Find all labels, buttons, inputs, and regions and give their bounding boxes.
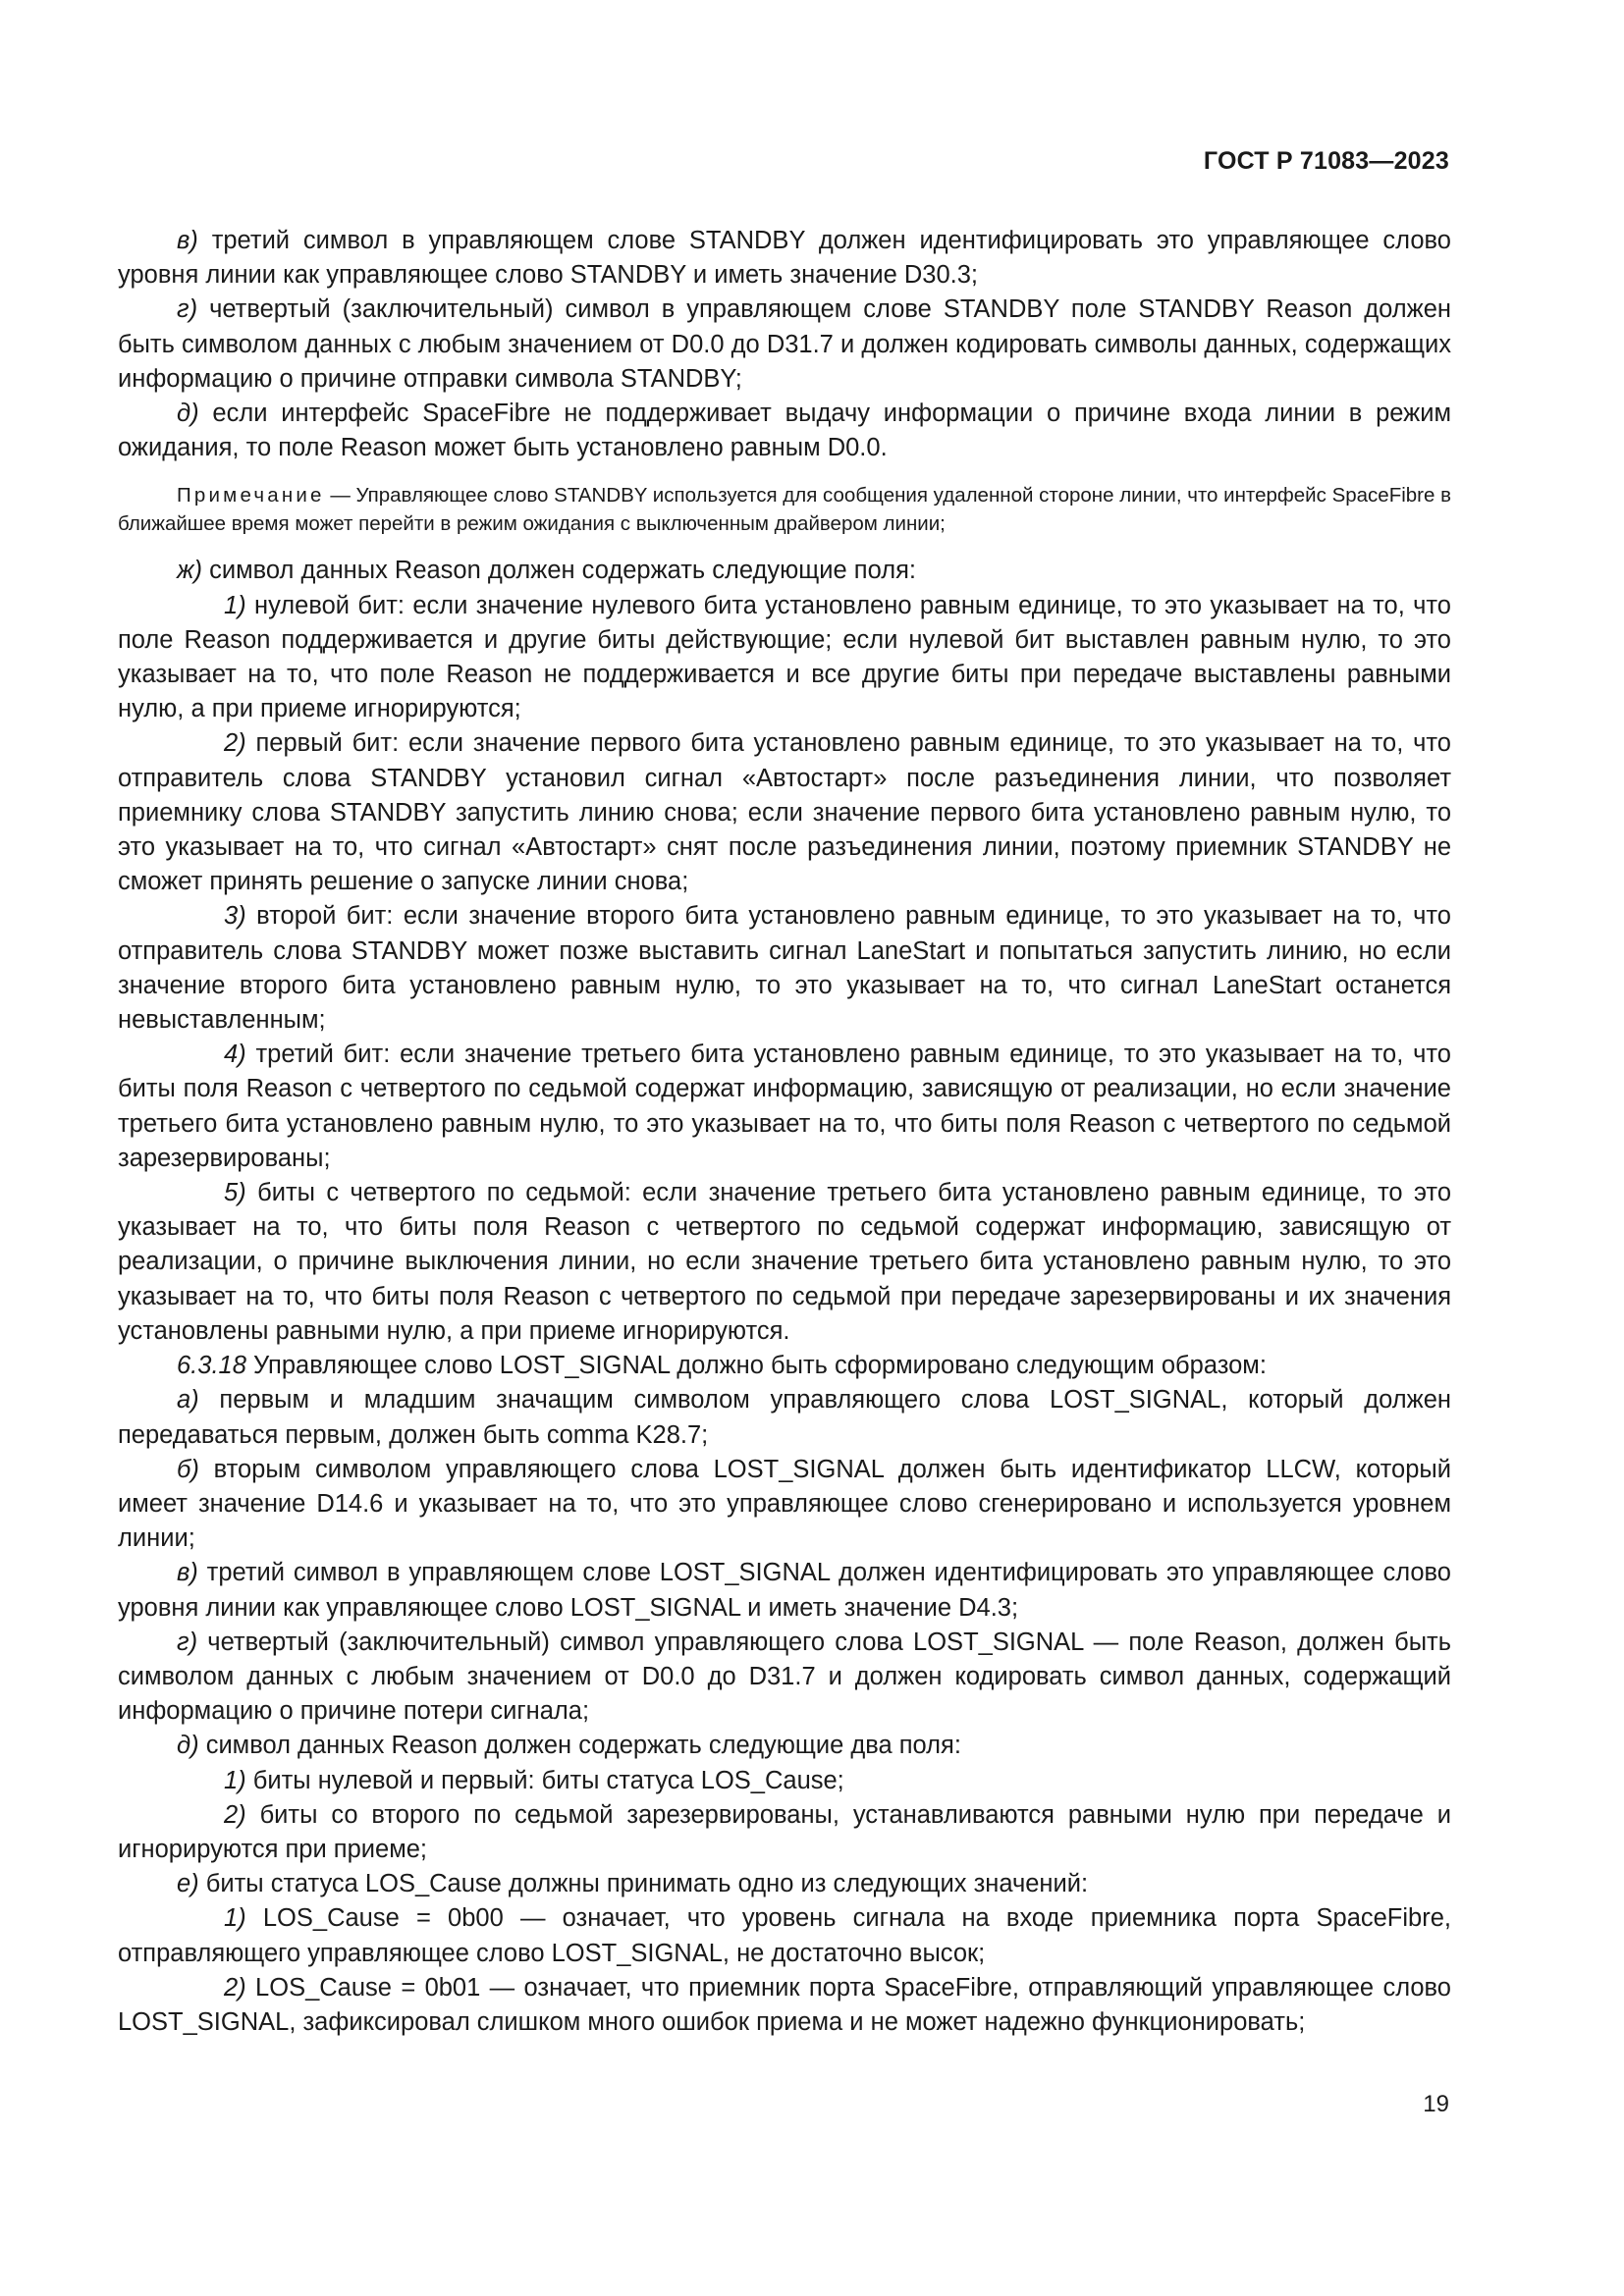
list-marker: 6.3.18	[177, 1352, 246, 1380]
paragraph-text: символ данных Reason должен содержать следующие поля:	[209, 557, 916, 585]
paragraph-text: нулевой бит: если значение нулевого бита установлено равным единице, то это указывает на то, что поле Reason поддерживается и другие биты действующие; если нулевой бит выставлен равным нулю, то это указывает на то, что поле Reason не поддерживается и все другие биты при передаче выставлены равными нулю, а при приеме игнорируются;	[118, 591, 1451, 723]
list-marker: 2)	[224, 1973, 246, 2002]
paragraph-text: четвертый (заключительный) символ в управляющем слове STANDBY поле STANDBY Reason должен быть символом данных с любым значением от D0.0 до D31.7 и должен кодировать символы данных, содержащих информацию о причине отправки символа STANDBY;	[118, 295, 1451, 393]
list-item	[118, 1038, 1451, 1176]
paragraph-text: символ данных Reason должен содержать следующие два поля:	[205, 1732, 961, 1760]
list-item	[118, 1453, 1451, 1557]
list-marker: г)	[177, 295, 198, 324]
list-item	[118, 899, 1451, 1038]
paragraph-text: биты статуса LOS_Cause должны принимать одно из следующих значений:	[205, 1870, 1089, 1898]
list-item	[118, 726, 1451, 899]
list-item	[118, 589, 1451, 727]
list-item	[118, 224, 1451, 293]
paragraph-text: Управляющее слово LOST_SIGNAL должно быть сформировано следующим образом:	[253, 1352, 1267, 1380]
list-item	[118, 1764, 1451, 1798]
list-item	[118, 1556, 1451, 1625]
list-item	[118, 1349, 1451, 1383]
note-label: Примечание	[177, 484, 325, 507]
list-marker: 1)	[224, 591, 246, 619]
list-marker: д)	[177, 400, 199, 428]
document-body	[118, 224, 1451, 2040]
paragraph-text: третий символ в управляющем слове STANDBY должен идентифицировать это управляющее слово уровня линии как управляющее слово STANDBY и иметь значение D30.3;	[118, 227, 1451, 290]
list-item	[118, 397, 1451, 465]
list-marker: 1)	[224, 1904, 246, 1933]
paragraph-text: третий бит: если значение третьего бита установлено равным единице, то это указывает на то, что биты поля Reason с четвертого по седьмой содержат информацию, зависящую от реализации, но если значение третьего бита установлено равным нулю, то это указывает на то, что биты поля Reason с четвертого по седьмой зарезервированы;	[118, 1041, 1451, 1172]
paragraph-text: LOS_Cause = 0b01 — означает, что приемник порта SpaceFibre, отправляющий управляющее слово LOST_SIGNAL, зафиксировал слишком много ошибок приема и не может надежно функционировать;	[118, 1973, 1451, 2036]
list-marker: 2)	[224, 729, 246, 758]
note-paragraph	[118, 481, 1451, 538]
list-marker: б)	[177, 1455, 199, 1483]
paragraph-text: биты нулевой и первый: биты статуса LOS_Cause;	[252, 1766, 844, 1794]
paragraph-text: вторым символом управляющего слова LOST_SIGNAL должен быть идентификатор LLCW, который имеет значение D14.6 и указывает на то, что это управляющее слово сгенерировано и используется уровнем линии;	[118, 1455, 1451, 1553]
list-marker: в)	[177, 1559, 198, 1587]
paragraph-text: — Управляющее слово STANDBY используется для сообщения удаленной стороне линии, что интерфейс SpaceFibre в ближайшее время может перейти в режим ожидания с выключенным драйвером линии;	[118, 484, 1451, 536]
list-marker: 3)	[224, 902, 246, 931]
paragraph-text: первым и младшим значащим символом управляющего слова LOST_SIGNAL, который должен передаваться первым, должен быть comma K28.7;	[118, 1386, 1451, 1449]
list-marker: 5)	[224, 1179, 246, 1207]
list-marker: 2)	[224, 1800, 246, 1829]
list-item	[118, 1867, 1451, 1901]
paragraph-text: второй бит: если значение второго бита установлено равным единице, то это указывает на то, что отправитель слова STANDBY может позже выставить сигнал LaneStart и попытаться запустить линию, но если значение второго бита установлено равным нулю, то это указывает на то, что сигнал LaneStart останется невыставленным;	[118, 902, 1451, 1035]
list-marker: д)	[177, 1732, 199, 1760]
list-item	[118, 1176, 1451, 1349]
list-item	[118, 554, 1451, 588]
list-item	[118, 293, 1451, 397]
list-marker: 4)	[224, 1041, 246, 1069]
paragraph-text: третий символ в управляющем слове LOST_SIGNAL должен идентифицировать это управляющее слово уровня линии как управляющее слово LOST_SIGNAL и иметь значение D4.3;	[118, 1559, 1451, 1622]
list-marker: ж)	[177, 557, 203, 585]
list-marker: а)	[177, 1386, 199, 1415]
list-item	[118, 1626, 1451, 1730]
paragraph-text: биты со второго по седьмой зарезервированы, устанавливаются равными нулю при передаче и игнорируются при приеме;	[118, 1800, 1451, 1863]
standard-header: ГОСТ Р 71083—2023	[1203, 147, 1449, 175]
paragraph-text: LOS_Cause = 0b00 — означает, что уровень сигнала на входе приемника порта SpaceFibre, отправляющего управляющее слово LOST_SIGNAL, не достаточно высок;	[118, 1904, 1451, 1967]
list-item	[118, 1971, 1451, 2040]
list-marker: в)	[177, 227, 198, 254]
paragraph-text: если интерфейс SpaceFibre не поддерживает выдачу информации о причине входа линии в режим ожидания, то поле Reason может быть установлено равным D0.0.	[118, 400, 1452, 462]
paragraph-text: биты с четвертого по седьмой: если значение третьего бита установлено равным единице, то это указывает на то, что биты поля Reason с четвертого по седьмой содержат информацию, зависящую от реализации, о причине выключения линии, но если значение третьего бита установлено равным нулю, то это указывает на то, что биты поля Reason с четвертого по седьмой при передаче зарезервированы и их значения установлены равными нулю, а при приеме игнорируются.	[118, 1179, 1452, 1345]
list-marker: 1)	[224, 1766, 246, 1794]
paragraph-text: первый бит: если значение первого бита установлено равным единице, то это указывает на то, что отправитель слова STANDBY установил сигнал «Автостарт» после разъединения линии, что позволяет приемнику слова STANDBY запустить линию снова; если значение первого бита установлено равным нулю, то это указывает на то, что сигнал «Автостарт» снят после разъединения линии, поэтому приемник STANDBY не сможет принять решение о запуске линии снова;	[118, 729, 1451, 896]
paragraph-text: четвертый (заключительный) символ управляющего слова LOST_SIGNAL — поле Reason, должен быть символом данных с любым значением от D0.0 до D31.7 и должен кодировать символ данных, содержащий информацию о причине потери сигнала;	[118, 1628, 1451, 1726]
list-item	[118, 1901, 1451, 1970]
list-marker: е)	[177, 1870, 199, 1898]
page-number: 19	[1423, 2091, 1449, 2117]
list-item	[118, 1729, 1451, 1763]
list-item	[118, 1798, 1451, 1867]
list-marker: г)	[177, 1628, 198, 1656]
list-item	[118, 1383, 1451, 1452]
